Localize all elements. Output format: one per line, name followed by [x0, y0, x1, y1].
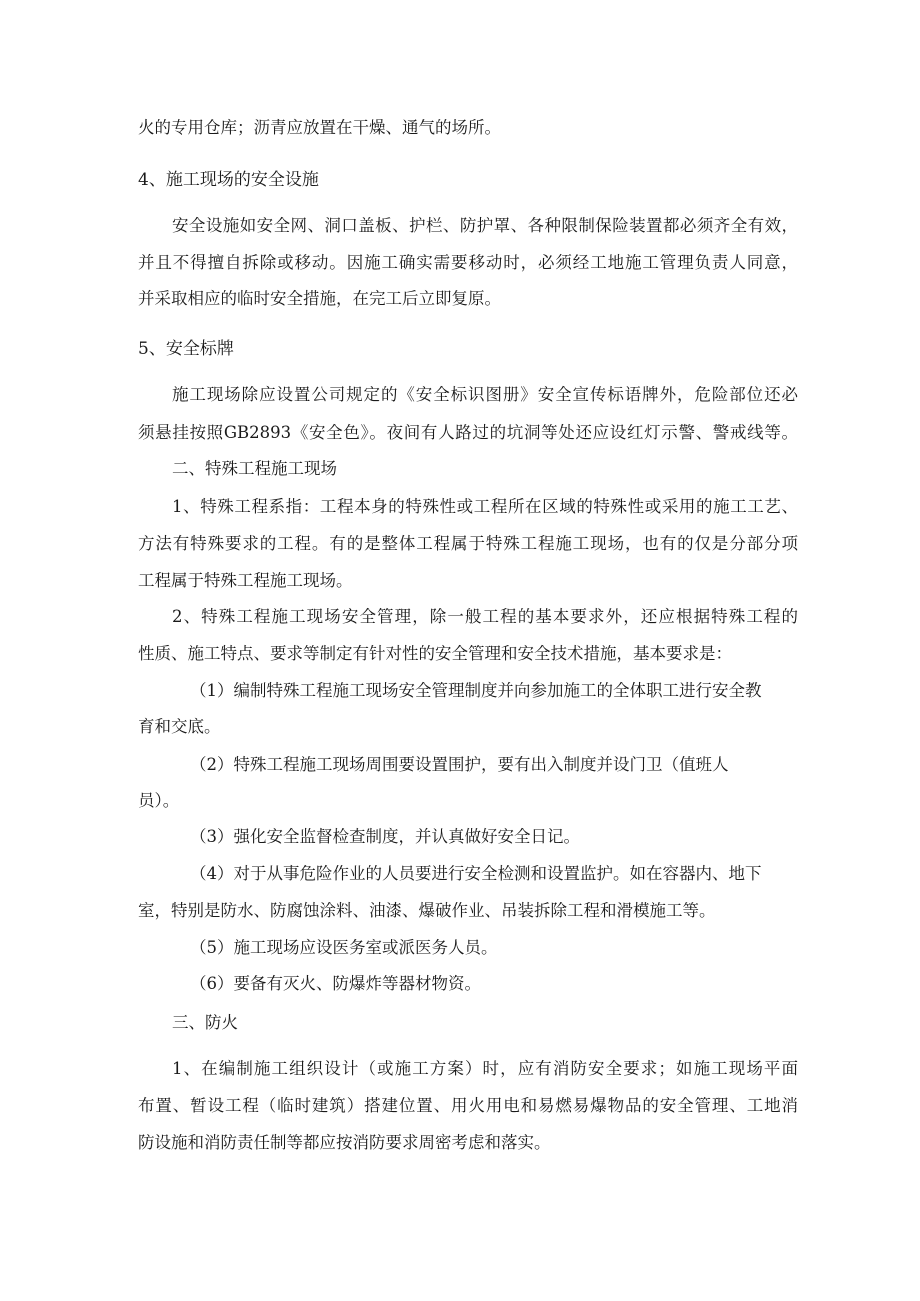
list-item-text: （4）对于从事危险作业的人员要进行安全检测和设置监护。如在容器内、地下	[190, 864, 762, 883]
text-line: 2、特殊工程施工现场安全管理，除一般工程的基本要求外，还应根据特殊工程的	[172, 607, 798, 626]
text-line: 性质、施工特点、要求等制定有针对性的安全管理和安全技术措施，基本要求是：	[138, 644, 732, 663]
text-line: 育和交底。	[138, 717, 221, 736]
text-line: 1、特殊工程系指：工程本身的特殊性或工程所在区域的特殊性或采用的施工工艺、	[172, 497, 798, 516]
text-line: 工程属于特殊工程施工现场。	[138, 571, 353, 590]
subsection-heading: 三、防火	[172, 1013, 238, 1032]
text-line: 室，特别是防水、防腐蚀涂料、油漆、爆破作业、吊装拆除工程和滑模施工等。	[138, 901, 716, 920]
text-line: 方法有特殊要求的工程。有的是整体工程属于特殊工程施工现场，也有的仅是分部分项	[138, 534, 798, 553]
list-item-text: （5）施工现场应设医务室或派医务人员。	[190, 938, 498, 957]
text-line: 布置、暂设工程（临时建筑）搭建位置、用火用电和易燃易爆物品的安全管理、工地消	[138, 1096, 798, 1115]
text-line: 1、在编制施工组织设计（或施工方案）时，应有消防安全要求；如施工现场平面	[172, 1059, 798, 1078]
subsection-heading: 二、特殊工程施工现场	[172, 459, 337, 478]
list-item-text: （3）强化安全监督检查制度，并认真做好安全日记。	[190, 827, 580, 846]
text-line: 员）。	[138, 791, 180, 810]
list-item-text: （2）特殊工程施工现场周围要设置围护，要有出入制度并设门卫（值班人	[190, 755, 729, 774]
text-line: 施工现场除应设置公司规定的《安全标识图册》安全宣传标语牌外，危险部位还必	[172, 385, 798, 404]
text-line: 须悬挂按照GB2893《安全色》。夜间有人路过的坑洞等处还应设红灯示警、警戒线等。	[138, 423, 798, 442]
text-line: 防设施和消防责任制等都应按消防要求周密考虑和落实。	[138, 1133, 551, 1152]
list-item-text: （6）要备有灭火、防爆炸等器材物资。	[190, 974, 481, 993]
section-heading: 5、安全标牌	[138, 339, 234, 359]
text-line: 并且不得擅自拆除或移动。因施工确实需要移动时，必须经工地施工管理负责人同意，	[138, 253, 798, 272]
text-line: 安全设施如安全网、洞口盖板、护栏、防护罩、各种限制保险装置都必须齐全有效，	[172, 216, 798, 235]
text-line: 火的专用仓库；沥青应放置在干燥、通气的场所。	[138, 118, 501, 137]
text-line: 并采取相应的临时安全措施，在完工后立即复原。	[138, 289, 501, 308]
list-item-text: （1）编制特殊工程施工现场安全管理制度并向参加施工的全体职工进行安全教	[190, 681, 762, 700]
section-heading: 4、施工现场的安全设施	[138, 170, 319, 190]
